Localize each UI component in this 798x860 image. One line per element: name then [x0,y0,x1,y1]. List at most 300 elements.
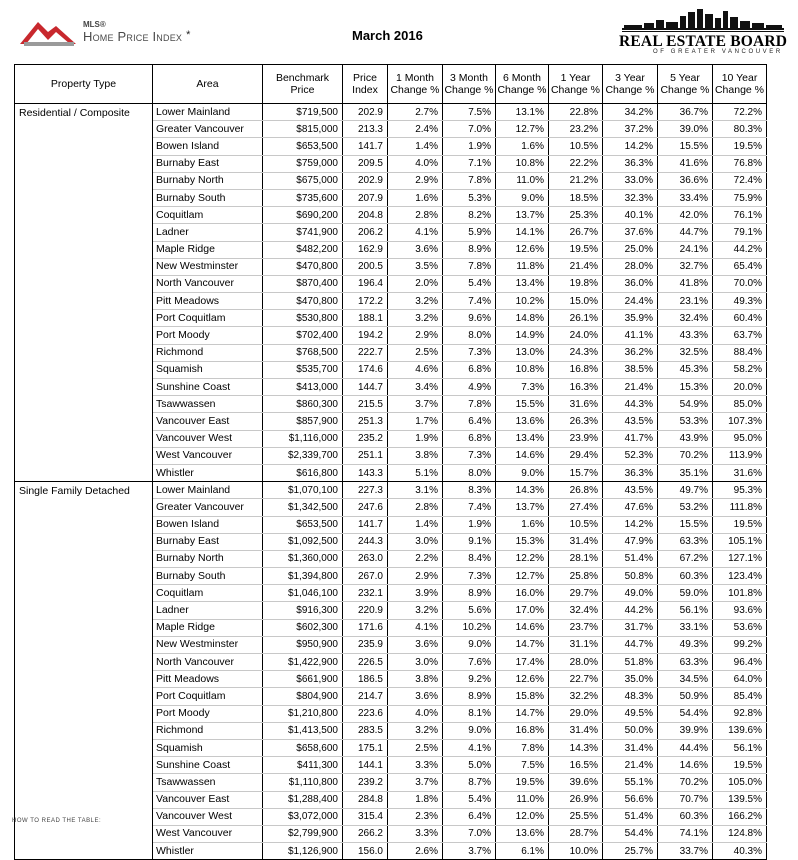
value-cell: 33.7% [658,843,713,860]
value-cell: 12.7% [496,121,549,138]
value-cell: 43.9% [658,430,713,447]
value-cell: 50.9% [658,688,713,705]
value-cell: 48.3% [603,688,658,705]
value-cell: 4.1% [443,739,496,756]
value-cell: 284.8 [343,791,388,808]
area-cell: Richmond [153,722,263,739]
value-cell: $411,300 [263,757,343,774]
value-cell: 12.2% [496,550,549,567]
value-cell: 13.0% [496,344,549,361]
board-name: REAL ESTATE BOARD [619,33,788,50]
value-cell: 21.4% [603,379,658,396]
value-cell: 9.6% [443,310,496,327]
value-cell: 267.0 [343,568,388,585]
value-cell: 5.9% [443,224,496,241]
value-cell: 70.2% [658,774,713,791]
value-cell: $616,800 [263,464,343,481]
area-cell: Richmond [153,344,263,361]
property-type-cell: Residential / Composite [15,104,153,482]
area-cell: Burnaby North [153,172,263,189]
value-cell: 3.7% [443,843,496,860]
value-cell: 27.4% [549,499,603,516]
value-cell: 14.2% [603,138,658,155]
value-cell: 14.2% [603,516,658,533]
value-cell: 15.8% [496,688,549,705]
value-cell: 8.9% [443,688,496,705]
value-cell: 3.6% [388,688,443,705]
value-cell: 105.0% [713,774,767,791]
value-cell: 31.4% [549,722,603,739]
value-cell: 10.2% [443,619,496,636]
value-cell: 65.4% [713,258,767,275]
value-cell: 34.2% [603,104,658,121]
value-cell: $1,413,500 [263,722,343,739]
value-cell: 40.1% [603,207,658,224]
value-cell: 19.8% [549,275,603,292]
value-cell: 139.6% [713,722,767,739]
area-cell: Vancouver East [153,791,263,808]
value-cell: 26.3% [549,413,603,430]
value-cell: 3.4% [388,379,443,396]
value-cell: 139.5% [713,791,767,808]
value-cell: 8.2% [443,207,496,224]
value-cell: 4.1% [388,224,443,241]
value-cell: 1.8% [388,791,443,808]
value-cell: 72.4% [713,172,767,189]
value-cell: $661,900 [263,671,343,688]
value-cell: 16.3% [549,379,603,396]
value-cell: 202.9 [343,172,388,189]
area-cell: Coquitlam [153,585,263,602]
value-cell: 67.2% [658,550,713,567]
value-cell: 60.3% [658,808,713,825]
value-cell: 3.2% [388,602,443,619]
report-title: March 2016 [352,28,423,43]
value-cell: 10.8% [496,155,549,172]
value-cell: $690,200 [263,207,343,224]
value-cell: 144.1 [343,757,388,774]
value-cell: 9.0% [496,189,549,206]
value-cell: $653,500 [263,138,343,155]
hpi-label: Home Price Index [83,29,183,44]
house-logo-icon [18,14,78,50]
value-cell: $857,900 [263,413,343,430]
value-cell: 1.7% [388,413,443,430]
area-cell: Pitt Meadows [153,293,263,310]
value-cell: 1.4% [388,138,443,155]
value-cell: 23.1% [658,293,713,310]
value-cell: $535,700 [263,361,343,378]
value-cell: 44.4% [658,739,713,756]
value-cell: $1,116,000 [263,430,343,447]
value-cell: 3.3% [388,825,443,842]
value-cell: 40.3% [713,843,767,860]
value-cell: 36.7% [658,104,713,121]
value-cell: 12.7% [496,568,549,585]
value-cell: 22.7% [549,671,603,688]
value-cell: 34.5% [658,671,713,688]
area-cell: Burnaby North [153,550,263,567]
value-cell: 24.1% [658,241,713,258]
value-cell: 3.5% [388,258,443,275]
value-cell: 215.5 [343,396,388,413]
value-cell: 235.2 [343,430,388,447]
area-cell: Tsawwassen [153,774,263,791]
value-cell: 26.9% [549,791,603,808]
area-cell: Lower Mainland [153,482,263,499]
value-cell: 95.3% [713,482,767,499]
value-cell: 31.7% [603,619,658,636]
value-cell: 7.4% [443,499,496,516]
value-cell: 7.3% [443,344,496,361]
value-cell: 4.6% [388,361,443,378]
value-cell: 8.7% [443,774,496,791]
value-cell: 141.7 [343,516,388,533]
value-cell: 10.0% [549,843,603,860]
property-type-cell: Single Family Detached [15,482,153,860]
value-cell: $470,800 [263,293,343,310]
value-cell: 15.5% [658,516,713,533]
area-cell: Whistler [153,843,263,860]
value-cell: 1.6% [496,138,549,155]
value-cell: 36.2% [603,344,658,361]
value-cell: 72.2% [713,104,767,121]
value-cell: 7.5% [496,757,549,774]
value-cell: 8.4% [443,550,496,567]
value-cell: 223.6 [343,705,388,722]
value-cell: 55.1% [603,774,658,791]
value-cell: 56.1% [713,739,767,756]
value-cell: 2.0% [388,275,443,292]
value-cell: 6.8% [443,361,496,378]
value-cell: 207.9 [343,189,388,206]
value-cell: $1,046,100 [263,585,343,602]
value-cell: 13.7% [496,499,549,516]
value-cell: 49.0% [603,585,658,602]
value-cell: 2.2% [388,550,443,567]
value-cell: 44.7% [603,636,658,653]
value-cell: $804,900 [263,688,343,705]
value-cell: 56.6% [603,791,658,808]
value-cell: 5.4% [443,791,496,808]
column-header: 10 Year Change % [713,65,767,104]
value-cell: 3.0% [388,533,443,550]
value-cell: 171.6 [343,619,388,636]
value-cell: 13.4% [496,275,549,292]
value-cell: 16.5% [549,757,603,774]
hpi-table [14,64,767,860]
area-cell: Burnaby South [153,189,263,206]
column-header: 6 Month Change % [496,65,549,104]
area-cell: Tsawwassen [153,396,263,413]
area-cell: Coquitlam [153,207,263,224]
value-cell: 14.7% [496,705,549,722]
value-cell: 15.5% [496,396,549,413]
value-cell: 2.5% [388,739,443,756]
value-cell: 28.1% [549,550,603,567]
value-cell: 107.3% [713,413,767,430]
value-cell: 7.0% [443,121,496,138]
value-cell: 2.9% [388,327,443,344]
value-cell: $3,072,000 [263,808,343,825]
value-cell: 247.6 [343,499,388,516]
value-cell: 7.8% [443,172,496,189]
value-cell: 92.8% [713,705,767,722]
hpi-logo-text [83,29,191,44]
value-cell: 24.4% [603,293,658,310]
value-cell: 75.9% [713,189,767,206]
value-cell: 31.4% [549,533,603,550]
value-cell: 11.0% [496,172,549,189]
area-cell: Vancouver West [153,430,263,447]
value-cell: 1.9% [443,516,496,533]
value-cell: 12.6% [496,671,549,688]
value-cell: 14.9% [496,327,549,344]
value-cell: $602,300 [263,619,343,636]
mls-label: MLS® [83,20,106,29]
value-cell: $815,000 [263,121,343,138]
value-cell: 13.6% [496,825,549,842]
value-cell: 315.4 [343,808,388,825]
value-cell: 127.1% [713,550,767,567]
value-cell: 9.1% [443,533,496,550]
value-cell: $702,400 [263,327,343,344]
value-cell: 1.9% [443,138,496,155]
value-cell: 54.4% [658,705,713,722]
value-cell: 9.0% [443,722,496,739]
value-cell: $1,126,900 [263,843,343,860]
value-cell: 15.5% [658,138,713,155]
area-cell: Burnaby South [153,568,263,585]
value-cell: 6.4% [443,808,496,825]
column-header: 3 Year Change % [603,65,658,104]
value-cell: 16.0% [496,585,549,602]
value-cell: 37.2% [603,121,658,138]
value-cell: $950,900 [263,636,343,653]
value-cell: $870,400 [263,275,343,292]
value-cell: 25.3% [549,207,603,224]
value-cell: 10.5% [549,516,603,533]
value-cell: 143.3 [343,464,388,481]
value-cell: 239.2 [343,774,388,791]
value-cell: 29.7% [549,585,603,602]
value-cell: 31.1% [549,636,603,653]
value-cell: 60.4% [713,310,767,327]
value-cell: 14.6% [496,447,549,464]
value-cell: 35.9% [603,310,658,327]
value-cell: 3.7% [388,396,443,413]
value-cell: 26.1% [549,310,603,327]
value-cell: 7.8% [443,396,496,413]
value-cell: 38.5% [603,361,658,378]
area-cell: Maple Ridge [153,619,263,636]
value-cell: 186.5 [343,671,388,688]
column-header: Benchmark Price [263,65,343,104]
value-cell: 20.0% [713,379,767,396]
value-cell: 214.7 [343,688,388,705]
value-cell: 7.8% [496,739,549,756]
value-cell: 6.8% [443,430,496,447]
value-cell: 51.4% [603,808,658,825]
value-cell: 45.3% [658,361,713,378]
value-cell: 99.2% [713,636,767,653]
value-cell: 188.1 [343,310,388,327]
value-cell: 58.2% [713,361,767,378]
value-cell: 251.1 [343,447,388,464]
value-cell: 13.1% [496,104,549,121]
value-cell: 7.1% [443,155,496,172]
value-cell: 7.6% [443,654,496,671]
value-cell: 4.0% [388,155,443,172]
value-cell: 43.5% [603,413,658,430]
value-cell: 14.6% [658,757,713,774]
value-cell: 206.2 [343,224,388,241]
value-cell: 24.3% [549,344,603,361]
value-cell: 7.3% [443,447,496,464]
value-cell: 9.0% [443,636,496,653]
value-cell: 79.1% [713,224,767,241]
value-cell: 7.8% [443,258,496,275]
value-cell: 36.3% [603,464,658,481]
value-cell: 25.0% [603,241,658,258]
value-cell: 141.7 [343,138,388,155]
value-cell: 39.6% [549,774,603,791]
value-cell: 28.7% [549,825,603,842]
value-cell: 15.3% [658,379,713,396]
value-cell: 10.5% [549,138,603,155]
value-cell: 63.3% [658,533,713,550]
value-cell: 8.9% [443,585,496,602]
value-cell: $1,070,100 [263,482,343,499]
value-cell: 41.1% [603,327,658,344]
area-cell: Lower Mainland [153,104,263,121]
area-cell: Burnaby East [153,533,263,550]
value-cell: 36.6% [658,172,713,189]
value-cell: 263.0 [343,550,388,567]
value-cell: 14.3% [549,739,603,756]
value-cell: 4.0% [388,705,443,722]
value-cell: 49.5% [603,705,658,722]
value-cell: 202.9 [343,104,388,121]
value-cell: 24.0% [549,327,603,344]
value-cell: 196.4 [343,275,388,292]
value-cell: 7.0% [443,825,496,842]
area-cell: Whistler [153,464,263,481]
value-cell: 31.6% [549,396,603,413]
value-cell: 25.8% [549,568,603,585]
value-cell: 14.7% [496,636,549,653]
value-cell: 70.2% [658,447,713,464]
value-cell: 19.5% [713,138,767,155]
value-cell: 32.3% [603,189,658,206]
value-cell: 1.9% [388,430,443,447]
value-cell: 10.8% [496,361,549,378]
value-cell: 47.9% [603,533,658,550]
value-cell: 19.5% [713,516,767,533]
value-cell: 32.4% [658,310,713,327]
value-cell: 11.8% [496,258,549,275]
value-cell: $1,110,800 [263,774,343,791]
footer-fragment: HOW TO READ THE TABLE: [12,818,102,824]
value-cell: 37.6% [603,224,658,241]
area-cell: Burnaby East [153,155,263,172]
value-cell: 19.5% [496,774,549,791]
value-cell: 39.0% [658,121,713,138]
value-cell: 7.3% [496,379,549,396]
value-cell: 93.6% [713,602,767,619]
area-cell: New Westminster [153,258,263,275]
value-cell: 19.5% [549,241,603,258]
value-cell: $741,900 [263,224,343,241]
column-header: Price Index [343,65,388,104]
area-cell: Squamish [153,361,263,378]
value-cell: $470,800 [263,258,343,275]
value-cell: 3.1% [388,482,443,499]
value-cell: 111.8% [713,499,767,516]
value-cell: 13.6% [496,413,549,430]
value-cell: 36.0% [603,275,658,292]
value-cell: 17.4% [496,654,549,671]
value-cell: $675,000 [263,172,343,189]
value-cell: 144.7 [343,379,388,396]
value-cell: 15.7% [549,464,603,481]
value-cell: 44.7% [658,224,713,241]
value-cell: 209.5 [343,155,388,172]
column-header: Area [153,65,263,104]
value-cell: 49.7% [658,482,713,499]
value-cell: 44.2% [713,241,767,258]
area-cell: Bowen Island [153,138,263,155]
value-cell: 105.1% [713,533,767,550]
value-cell: 96.4% [713,654,767,671]
value-cell: 33.0% [603,172,658,189]
value-cell: 226.5 [343,654,388,671]
value-cell: 124.8% [713,825,767,842]
value-cell: 56.1% [658,602,713,619]
value-cell: 43.5% [603,482,658,499]
value-cell: 8.9% [443,241,496,258]
value-cell: 162.9 [343,241,388,258]
area-cell: Greater Vancouver [153,121,263,138]
value-cell: 1.6% [388,189,443,206]
value-cell: $653,500 [263,516,343,533]
value-cell: 29.4% [549,447,603,464]
value-cell: 31.6% [713,464,767,481]
value-cell: 26.7% [549,224,603,241]
value-cell: 74.1% [658,825,713,842]
value-cell: 8.0% [443,327,496,344]
column-header: 5 Year Change % [658,65,713,104]
hpi-asterisk: * [186,29,191,41]
value-cell: 14.8% [496,310,549,327]
area-cell: West Vancouver [153,447,263,464]
value-cell: 43.3% [658,327,713,344]
value-cell: 5.3% [443,189,496,206]
column-header: Property Type [15,65,153,104]
value-cell: 52.3% [603,447,658,464]
area-cell: Squamish [153,739,263,756]
value-cell: 32.4% [549,602,603,619]
value-cell: 244.3 [343,533,388,550]
value-cell: 3.8% [388,447,443,464]
value-cell: 54.4% [603,825,658,842]
value-cell: 3.8% [388,671,443,688]
value-cell: 63.3% [658,654,713,671]
value-cell: $916,300 [263,602,343,619]
value-cell: 19.5% [713,757,767,774]
value-cell: 29.0% [549,705,603,722]
value-cell: 2.9% [388,568,443,585]
